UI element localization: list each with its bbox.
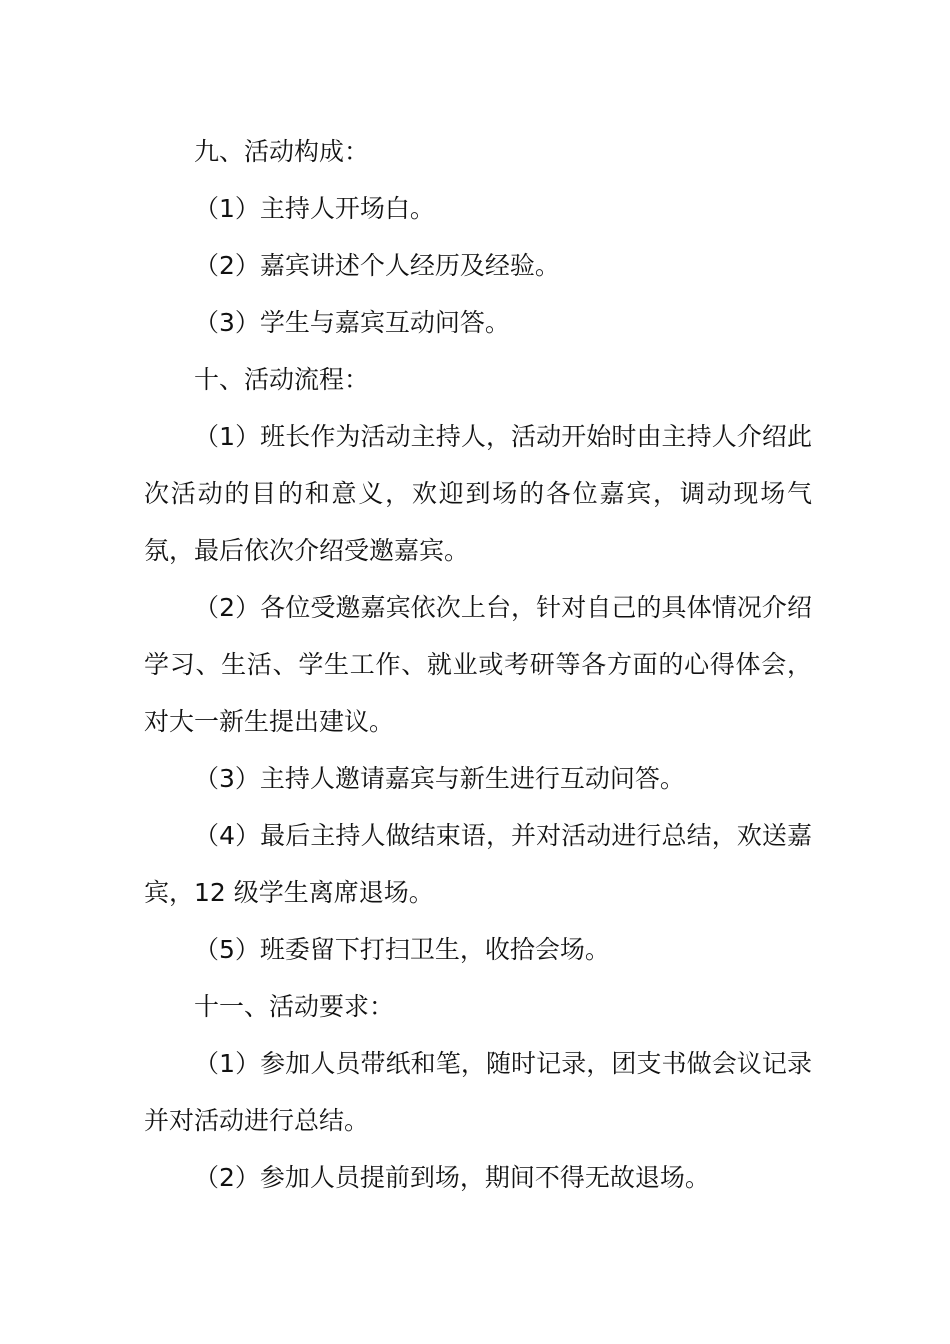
composition-item-3: （3）学生与嘉宾互动问答。 <box>194 308 510 337</box>
process-item-1: （1）班长作为活动主持人，活动开始时由主持人介绍此次活动的目的和意义，欢迎到场的各位嘉宾，调动现场气氛，最后依次介绍受邀嘉宾。 <box>144 422 812 565</box>
process-item-4: （4）最后主持人做结束语，并对活动进行总结，欢送嘉宾，12 级学生离席退场。 <box>144 821 812 907</box>
document-body <box>144 123 812 1206</box>
process-item-2: （2）各位受邀嘉宾依次上台，针对自己的具体情况介绍学习、生活、学生工作、就业或考研等各方面的心得体会，对大一新生提出建议。 <box>144 593 812 736</box>
process-item-5: （5）班委留下打扫卫生，收拾会场。 <box>194 935 610 964</box>
composition-item-2: （2）嘉宾讲述个人经历及经验。 <box>194 251 560 280</box>
process-item-3: （3）主持人邀请嘉宾与新生进行互动问答。 <box>194 764 685 793</box>
requirement-item-1: （1）参加人员带纸和笔，随时记录，团支书做会议记录并对活动进行总结。 <box>144 1049 812 1135</box>
composition-item-1: （1）主持人开场白。 <box>194 194 435 223</box>
section-heading-activity-requirements: 十一、活动要求： <box>194 992 395 1021</box>
section-heading-activity-composition: 九、活动构成： <box>194 137 370 166</box>
section-heading-activity-process: 十、活动流程： <box>194 365 370 394</box>
requirement-item-2: （2）参加人员提前到场，期间不得无故退场。 <box>194 1163 710 1192</box>
